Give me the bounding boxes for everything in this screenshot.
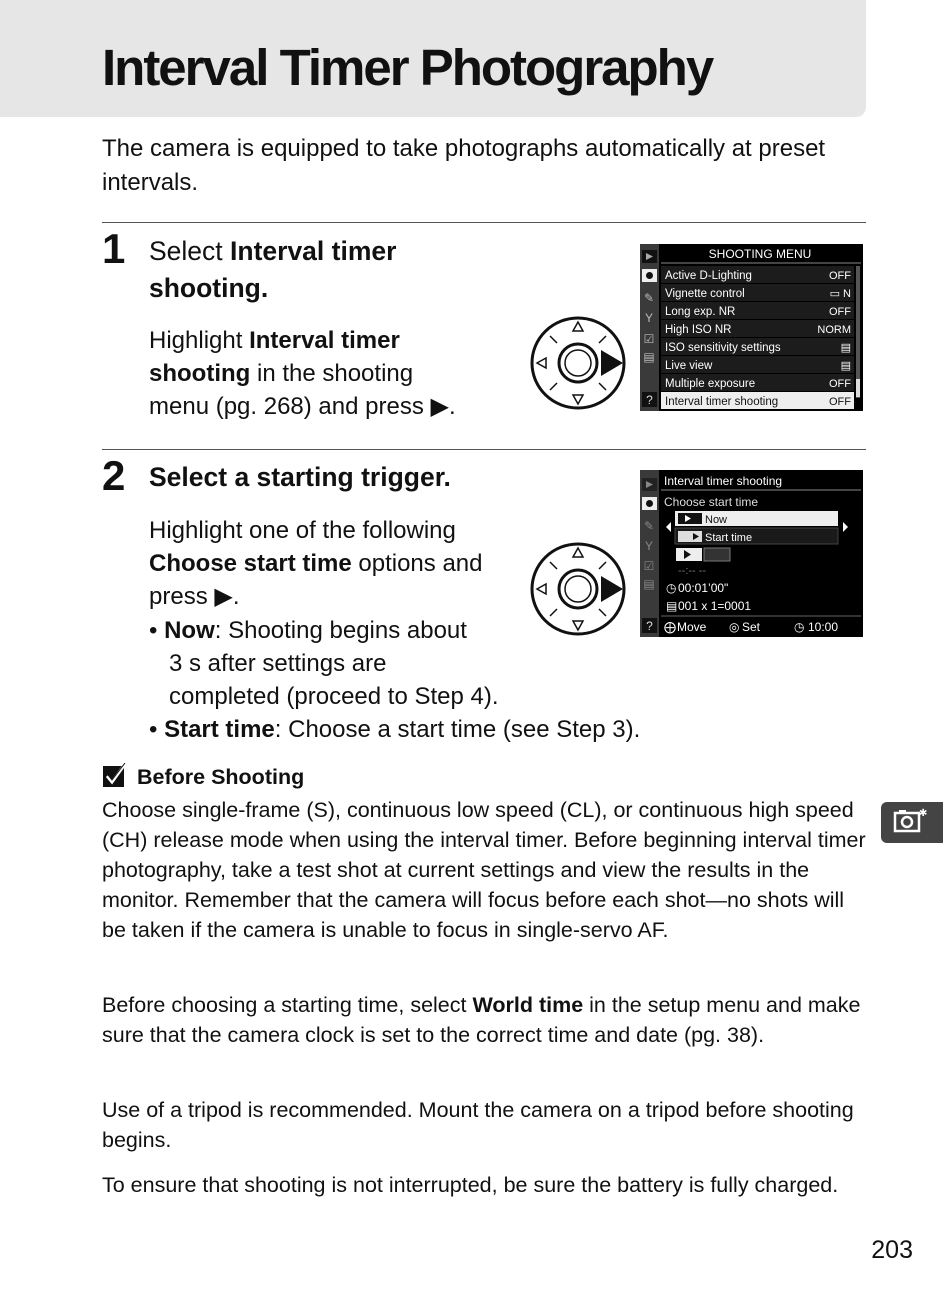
move-icon: ⨁: [664, 620, 676, 634]
retouch-icon: ☑: [643, 332, 655, 346]
my-menu-icon: ▤: [643, 577, 655, 591]
wrench-icon: Y: [644, 539, 654, 553]
bullet-start-time: • Start time: Choose a start time (see Step 3).: [149, 716, 641, 743]
right-arrow-icon: ▶: [430, 393, 449, 420]
menu-row-value: ▭ N: [829, 288, 851, 300]
menu-row: [661, 374, 854, 391]
help-icon: ?: [646, 393, 653, 407]
note-paragraph-4: To ensure that shooting is not interrupted, be sure the battery is fully charged.: [102, 1173, 839, 1197]
menu-row-label: Vignette control: [665, 288, 745, 300]
menu-row-label: Live view: [665, 360, 713, 372]
interval-readout: 00:01’00": [678, 581, 729, 595]
note-paragraph-3: Use of a tripod is recommended. Mount the camera on a tripod before shooting begins.: [102, 1098, 854, 1152]
menu-row: [661, 338, 854, 355]
screen-header: Interval timer shooting: [664, 474, 783, 488]
step1-heading: Select Interval timer shooting.: [149, 236, 397, 303]
shots-icon: ▤: [666, 599, 678, 613]
footer-time: 10:00: [808, 620, 839, 634]
page-title: Interval Timer Photography: [102, 39, 713, 96]
menu-row-value: ▤: [840, 342, 851, 354]
svg-text:Now: Now: [705, 514, 728, 526]
note-paragraph-1: Choose single-frame (S), continuous low speed (CL), or continuous high speed (CH) release mode when using the interval timer. Before beginning interval timer photography, take a test shot at current settings and view the results in the monitor. Remember that the camera will focus before each shot—no shots will be taken if the camera is unable to focus in single-servo AF.: [102, 798, 866, 942]
menu-row-value: OFF: [829, 270, 851, 282]
step2-body: Highlight one of the following Choose start time options and press ▶.: [149, 517, 483, 610]
step1-rule: [102, 222, 866, 223]
menu-row-label: Long exp. NR: [665, 306, 736, 318]
check-icon: [102, 763, 127, 788]
menu-row: [661, 392, 854, 409]
chapter-tab: [881, 802, 943, 843]
right-arrow-icon: ▶: [214, 583, 233, 610]
step1-body: Highlight Interval timer shooting in the shooting menu (pg. 268) and press ▶.: [149, 327, 456, 420]
my-menu-icon: ▤: [643, 350, 655, 364]
shots-readout: 001 x 1=0001: [678, 599, 752, 613]
menu-row-value: OFF: [829, 396, 851, 408]
menu-row-value: NORM: [817, 324, 851, 336]
start-time-trigger-icon: [704, 548, 730, 561]
menu-row-label: Active D-Lighting: [665, 270, 752, 282]
menu-row: [661, 320, 854, 337]
page-number: 203: [871, 1236, 913, 1264]
menu-row-value: OFF: [829, 378, 851, 390]
shooting-menu-screen: [640, 244, 863, 411]
screen-header: SHOOTING MENU: [708, 247, 812, 261]
note-heading: Before Shooting: [102, 762, 304, 792]
menu-row-label: ISO sensitivity settings: [665, 342, 781, 354]
camera-menu-icon: [881, 802, 943, 843]
footer-move: Move: [677, 620, 707, 634]
menu-row: [661, 356, 854, 373]
multi-selector-icon: [529, 540, 629, 638]
menu-row: [661, 266, 854, 283]
timer-icon: ◷: [666, 581, 677, 595]
pencil-icon: ✎: [643, 519, 655, 533]
footer-set: Set: [742, 620, 761, 634]
menu-row-label: High ISO NR: [665, 324, 732, 336]
interval-timer-screen: [640, 470, 863, 637]
menu-row-value: ▤: [840, 360, 851, 372]
multi-selector-icon: [529, 314, 629, 412]
set-icon: ◎: [729, 620, 740, 634]
screen-subheader: Choose start time: [664, 495, 759, 509]
note-paragraph-2: Before choosing a starting time, select World time in the setup menu and make sure that the camera clock is set to the correct time and date (pg. 38).: [102, 993, 861, 1047]
clock-icon: ◷: [794, 620, 805, 634]
menu-row: [661, 284, 854, 301]
intro-text: The camera is equipped to take photographs automatically at preset intervals.: [102, 135, 826, 196]
step2-rule: [102, 449, 866, 450]
menu-row-value: OFF: [829, 306, 851, 318]
step2-number: 2: [102, 452, 126, 499]
step2-heading: Select a starting trigger.: [149, 462, 451, 492]
bullet-now: • Now: Shooting begins about 3 s after settings are completed (proceed to Step 4).: [149, 617, 499, 710]
start-time-readout: --:-- --: [678, 565, 707, 577]
menu-row: [661, 302, 854, 319]
svg-text:✱: ✱: [919, 808, 928, 819]
wrench-icon: Y: [644, 311, 654, 325]
pencil-icon: ✎: [643, 291, 655, 305]
svg-text:Start time: Start time: [705, 532, 753, 544]
menu-row-label: Multiple exposure: [665, 378, 756, 390]
step1-number: 1: [102, 225, 126, 272]
retouch-icon: ☑: [643, 559, 655, 573]
menu-row-label: Interval timer shooting: [665, 396, 779, 408]
help-icon: ?: [646, 619, 653, 633]
